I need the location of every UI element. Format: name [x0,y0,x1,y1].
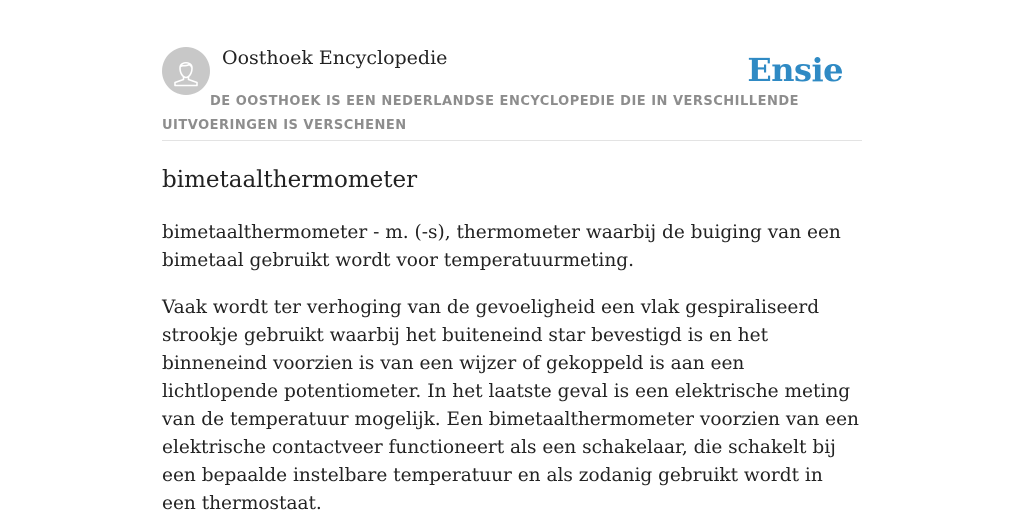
avatar[interactable] [162,47,210,95]
page-content [162,0,862,518]
user-icon [162,47,210,95]
source-description: DE OOSTHOEK IS EEN NEDERLANDSE ENCYCLOPEDIE DIE IN VERSCHILLENDE UITVOERINGEN IS VERSCHENEN [162,94,800,133]
entry-title: bimetaalthermometer [162,167,418,193]
source-name[interactable]: Oosthoek Encyclopedie [222,47,448,69]
brand-logo[interactable]: Ensie [747,51,843,89]
entry-paragraph: bimetaalthermometer - m. (-s), thermometer waarbij de buiging van een bimetaal gebruikt wordt voor temperatuurmeting. [162,222,841,271]
entry-paragraph: Vaak wordt ter verhoging van de gevoeligheid een vlak gespiraliseerd strookje gebruikt waarbij het buiteneind star bevestigd is en het binneneind voorzien is van een wijzer of gekoppeld is aan een lichtlopende potentiometer. In het laatste geval is een elektrische meting van de temperatuur mogelijk. Een bimetaalthermometer voorzien van een elektrische contactveer functioneert als een schakelaar, die schakelt bij een bepaalde instelbare temperatuur en als zodanig gebruikt wordt in een thermostaat. [162,297,859,514]
source-header [162,0,862,141]
